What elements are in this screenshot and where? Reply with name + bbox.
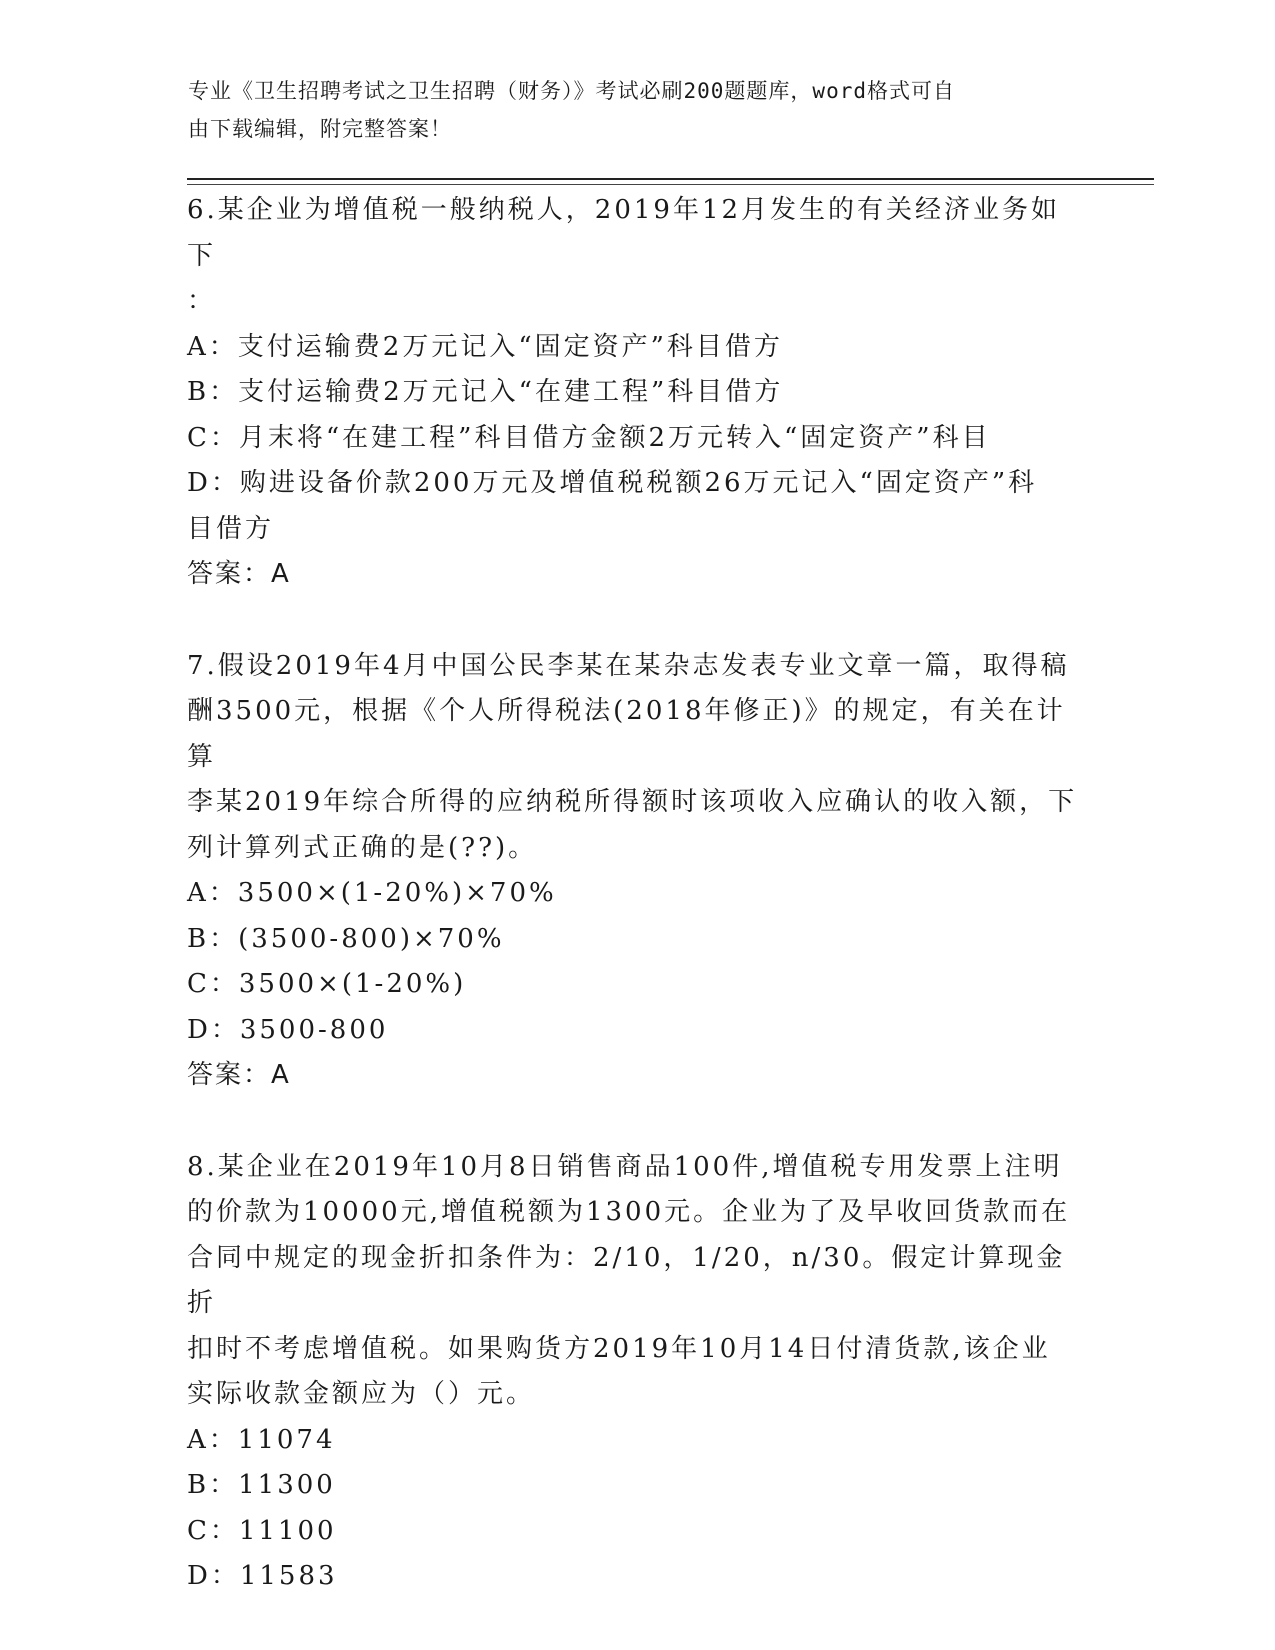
header-divider-thick: [187, 178, 1154, 180]
stem-line: 合同中规定的现金折扣条件为：2/10，1/20，n/30。假定计算现金折: [187, 1242, 1066, 1318]
question-stem: [187, 1145, 1087, 1418]
question-stem: [187, 188, 1087, 325]
option-c: C：月末将“在建工程”科目借方金额2万元转入“固定资产”科目: [187, 422, 991, 453]
option-c: C：3500×(1-20%): [187, 969, 467, 999]
document-header: [188, 72, 1068, 148]
answer-label: 答案：A: [187, 1060, 291, 1090]
option-a: A：11074: [187, 1424, 336, 1455]
option-d: D：3500-800: [187, 1014, 389, 1045]
answer-label: 答案：A: [187, 559, 291, 589]
question-7: [187, 644, 1087, 1099]
option-d: D：11583: [187, 1561, 338, 1591]
stem-line: 的价款为10000元,增值税额为1300元。企业为了及早收回货款而在: [187, 1197, 1071, 1227]
option-b: B：支付运输费2万元记入“在建工程”科目借方: [187, 377, 784, 407]
option-c: C：11100: [187, 1515, 337, 1546]
header-divider-thin: [187, 184, 1154, 185]
question-8: [187, 1145, 1087, 1600]
question-6: [187, 188, 1087, 598]
option-a: A：支付运输费2万元记入“固定资产”科目借方: [187, 331, 783, 362]
option-a: A：3500×(1-20%)×70%: [187, 878, 557, 908]
stem-line: ：: [187, 286, 217, 316]
option-d-continued: 目借方: [187, 513, 275, 544]
option-d: D：购进设备价款200万元及增值税税额26万元记入“固定资产”科: [187, 468, 1038, 498]
stem-line: 7.假设2019年4月中国公民李某在某杂志发表专业文章一篇，取得稿: [187, 650, 1070, 681]
header-line-2: 由下载编辑，附完整答案！: [188, 117, 452, 141]
question-list: [187, 188, 1087, 1646]
stem-line: 李某2019年综合所得的应纳税所得额时该项收入应确认的收入额，下: [187, 787, 1078, 817]
question-stem: [187, 644, 1087, 872]
header-line-1: 专业《卫生招聘考试之卫生招聘（财务）》考试必刷200题题库，word格式可自: [188, 79, 955, 103]
stem-line: 8.某企业在2019年10月8日销售商品100件,增值税专用发票上注明: [187, 1151, 1063, 1182]
stem-line: 酬3500元，根据《个人所得税法(2018年修正)》的规定，有关在计算: [187, 696, 1066, 772]
stem-line: 实际收款金额应为（）元。: [187, 1379, 536, 1409]
option-b: B：(3500-800)×70%: [187, 923, 505, 954]
stem-line: 扣时不考虑增值税。如果购货方2019年10月14日付清货款,该企业: [187, 1333, 1051, 1364]
stem-line: 6.某企业为增值税一般纳税人，2019年12月发生的有关经济业务如下: [187, 195, 1061, 271]
stem-line: 列计算列式正确的是(??)。: [187, 832, 538, 863]
option-b: B：11300: [187, 1470, 336, 1500]
